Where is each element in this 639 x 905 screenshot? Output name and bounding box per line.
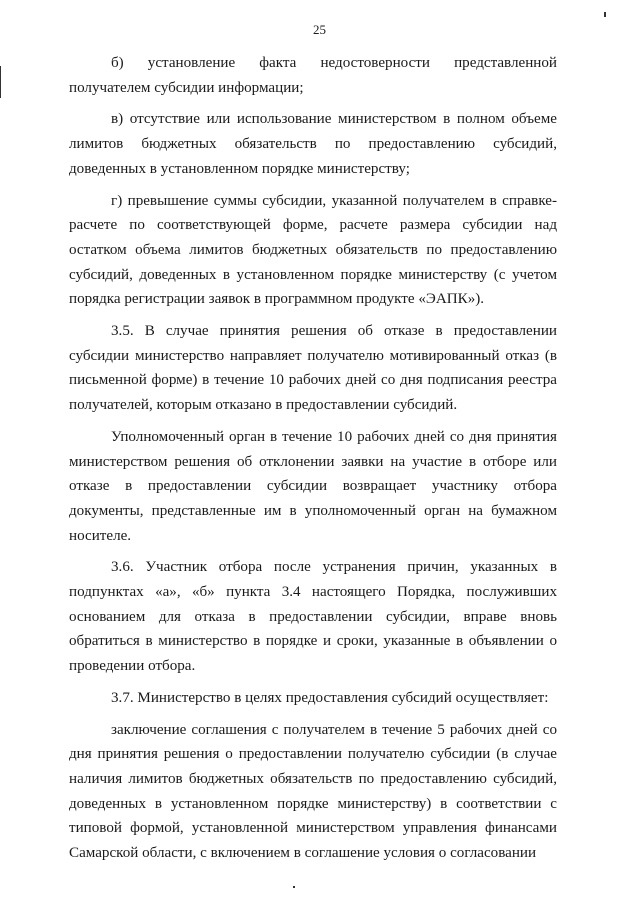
- document-body: [69, 51, 557, 873]
- scan-mark-right: [604, 12, 606, 17]
- page-number: 25: [313, 22, 326, 37]
- paragraph-3-5: 3.5. В случае принятия решения об отказе в предоставлении субсидии министерство направляет получателю мотивированный отказ (в письменной форме) в течение 10 рабочих дней со дня подписания реестра получателей, которым отказано в предоставлении субсидий.: [69, 323, 557, 414]
- paragraph-3-6: 3.6. Участник отбора после устранения причин, указанных в подпунктах «а», «б» пункта 3.4 настоящего Порядка, послуживших основанием для отказа в предоставлении субсидии, вправе вновь обратиться в министерство в порядке и сроки, указанные в объявлении о проведении отбора.: [69, 559, 557, 675]
- paragraph-authorized-body: Уполномоченный орган в течение 10 рабочих дней со дня принятия министерством решения об отклонении заявки на участие в отборе или отказе в предоставлении субсидии возвращает участнику отбора документы, представленные им в уполномоченный орган на бумажном носителе.: [69, 428, 557, 544]
- paragraph-b: б) установление факта недостоверности представленной получателем субсидии информации;: [69, 55, 557, 96]
- scan-dot-bottom: [293, 886, 295, 888]
- paragraph-v: в) отсутствие или использование министерством в полном объеме лимитов бюджетных обязательств по предоставлению субсидий, доведенных в установленном порядке министерству;: [69, 111, 557, 177]
- paragraph-3-7: 3.7. Министерство в целях предоставления субсидий осуществляет:: [111, 689, 549, 706]
- paragraph-agreement: заключение соглашения с получателем в течение 5 рабочих дней со дня принятия решения о предоставлении получателю субсидии (в случае наличия лимитов бюджетных обязательств по предоставлению субсидий, доведенных в установленном порядке министерству) в соответствии с типовой формой, установленной министерством управления финансами Самарской области, с включением в соглашение условия о согласовании: [69, 721, 557, 862]
- paragraph-g: г) превышение суммы субсидии, указанной получателем в справке-расчете по соответствующей форме, расчете размера субсидии над остатком объема лимитов бюджетных обязательств по предоставлению субсидий, доведенных в установленном порядке министерству (с учетом порядка регистрации заявок в программном продукте «ЭАПК»).: [69, 192, 557, 308]
- scan-mark-left: [0, 66, 1, 98]
